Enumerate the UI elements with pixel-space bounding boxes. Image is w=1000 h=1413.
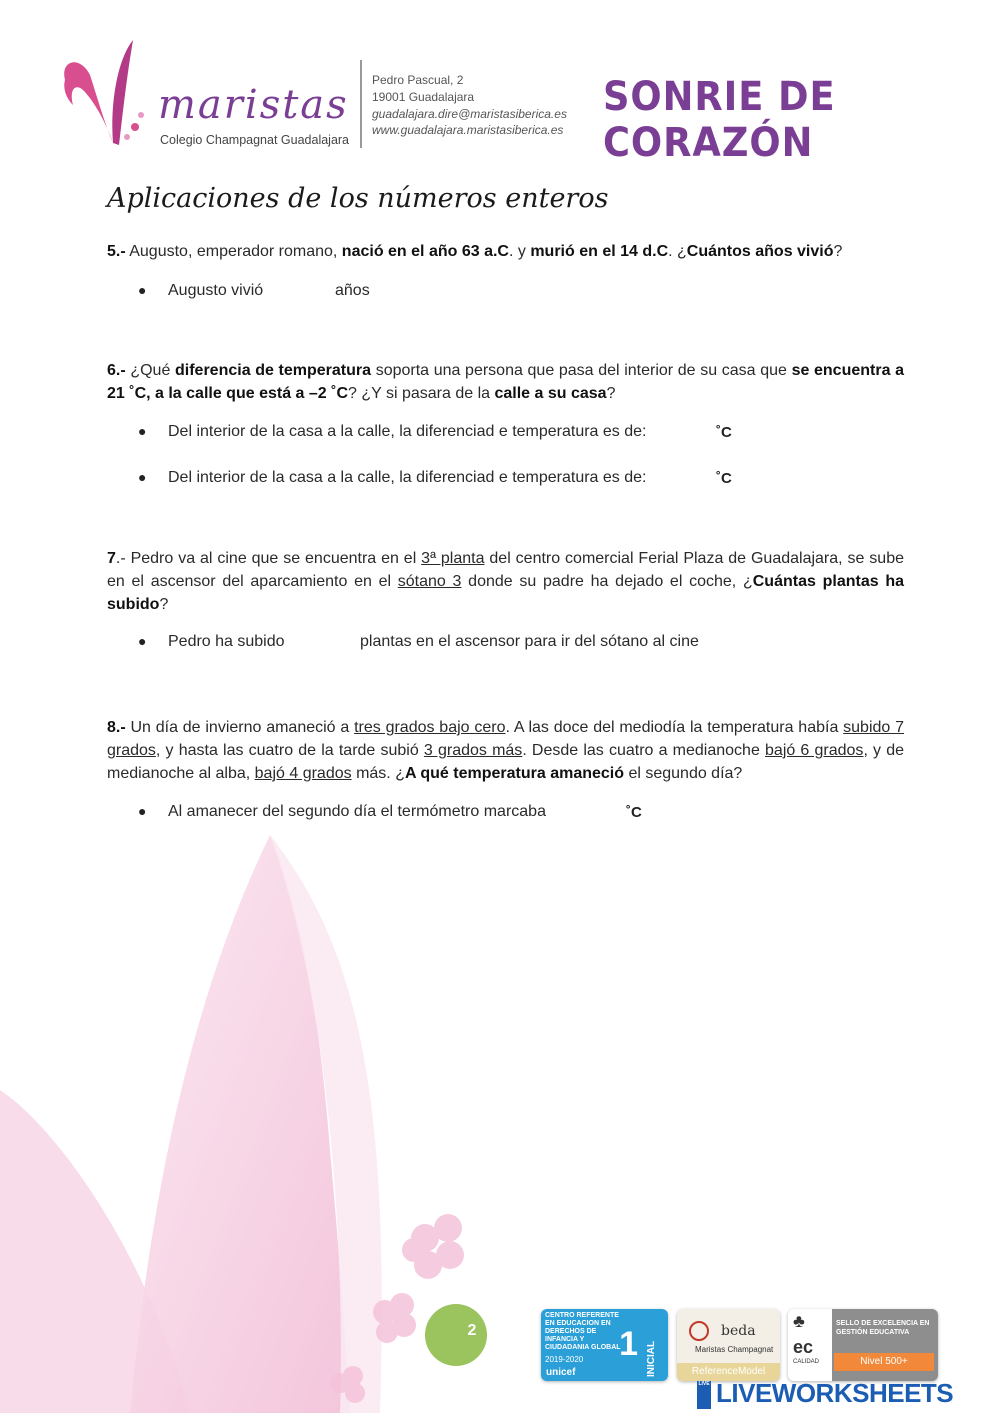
liveworksheets-watermark: LIVEWORKSHEETS [716,1378,954,1408]
answer-6a: Del interior de la casa a la calle, la diferenciad e temperatura es de: [168,423,647,440]
email-link[interactable]: guadalajara.dire@maristasiberica.es [372,107,567,121]
excellence-badge: ♣ ec CALIDAD SELLO DE EXCELENCIA EN GESTIÓN EDUCATIVA Nivel 500+ [788,1309,938,1381]
address-line: Pedro Pascual, 2 [372,73,464,87]
beda-badge: beda Maristas Champagnat ReferenceModel [677,1309,780,1381]
celsius-unit: ˚C [626,804,642,821]
question-6: 6.- ¿Qué diferencia de temperatura soporta una persona que pasa del interior de su casa que se encuentra a 21 ˚C, a la calle que está a –2 ˚C? ¿Y si pasara de la calle a su casa? [107,362,905,402]
answer-5-prefix: Augusto vivió [168,282,264,299]
bullet-icon: ● [138,423,147,439]
bullet-icon: ● [138,282,147,298]
answer-8: Al amanecer del segundo día el termómetro marcaba [168,803,546,820]
slogan: SONRIE DE CORAZÓN [603,74,836,166]
celsius-unit: ˚C [716,470,732,487]
page-title: Aplicaciones de los números enteros [107,183,609,214]
page-number: 2 [425,1304,487,1366]
bullet-icon: ● [138,633,147,649]
answer-5-suffix: años [335,282,370,299]
unicef-badge: CENTRO REFERENTE EN EDUCACION EN DERECHOS DE INFANCIA Y CIUDADANIA GLOBAL 2019-2020 unicef 1 INICIAL [541,1309,668,1381]
address-line: 19001 Guadalajara [372,90,475,104]
celsius-unit: ˚C [716,424,732,441]
question-5: 5.- Augusto, emperador romano, nació en el año 63 a.C. y murió en el 14 d.C. ¿Cuántos años vivió? [107,243,843,260]
bullet-icon: ● [138,469,147,485]
answer-7-prefix: Pedro ha subido [168,633,285,650]
liveworksheets-logo-icon: LIVE [697,1381,711,1409]
maristas-heart-logo [55,35,155,155]
school-name: Colegio Champagnat Guadalajara [160,133,350,147]
website-link[interactable]: www.guadalajara.maristasiberica.es [372,123,564,137]
question-7: 7.- Pedro va al cine que se encuentra en el 3ª planta del centro comercial Ferial Plaza de Guadalajara, se sube en el ascensor del aparcamiento en el sótano 3 donde su padre ha dejado el coche, ¿Cuántas plantas ha subido? [107,550,905,613]
header-divider [360,60,362,148]
answer-6b: Del interior de la casa a la calle, la diferenciad e temperatura es de: [168,469,647,486]
answer-7-suffix: plantas en el ascensor para ir del sótano al cine [360,633,699,650]
bullet-icon: ● [138,803,147,819]
maristas-wordmark: maristas [158,82,349,128]
question-8: 8.- Un día de invierno amaneció a tres grados bajo cero. A las doce del mediodía la temperatura había subido 7 grados, y hasta las cuatro de la tarde subió 3 grados más. Desde las cuatro a medianoche bajó 6 grados, y de medianoche al alba, bajó 4 grados más. ¿A qué temperatura amaneció el segundo día? [107,719,905,782]
